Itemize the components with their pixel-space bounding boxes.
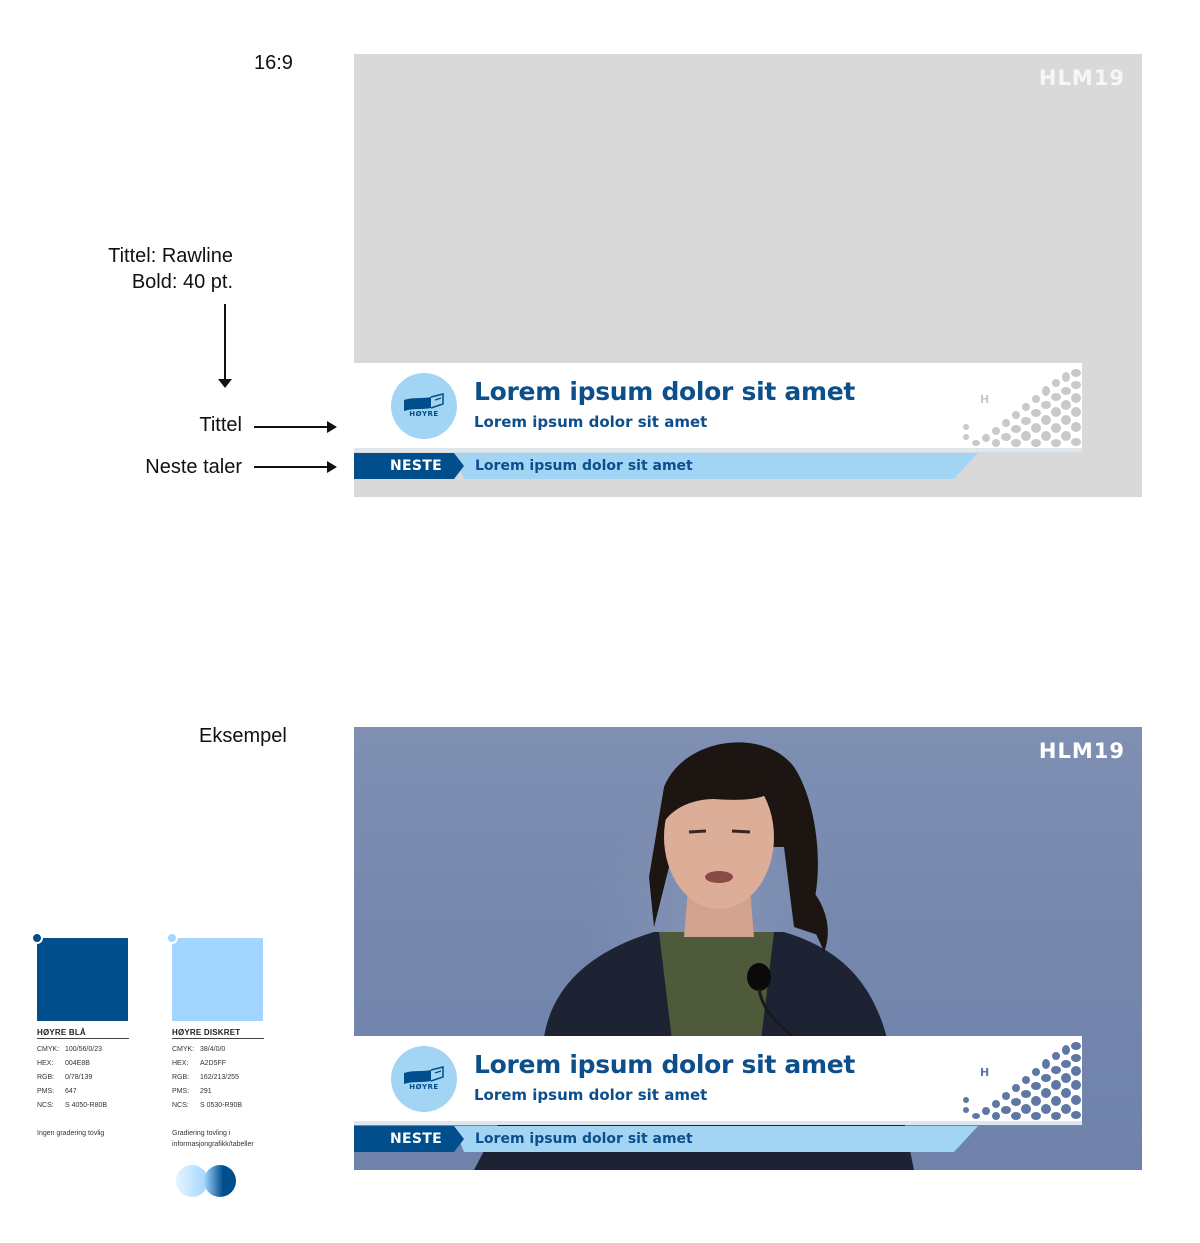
title-font-spec-line1: Tittel: Rawline [108,245,233,267]
swatch-row: CMYK: 100/56/0/23 [37,1046,102,1053]
swatch-row: HEX: 004E8B [37,1060,90,1067]
swatch-note: Ingen gradering tovlig [37,1130,105,1137]
stone-pattern-graphic [958,365,1084,447]
title-pointer-label: Tittel [199,414,242,436]
title-pointer-arrow-head [327,421,337,433]
template-frame-16-9 [354,54,1142,497]
swatch-row: HEX: A2D5FF [172,1060,227,1067]
speaker-name: Lorem ipsum dolor sit amet [474,377,856,406]
lower-third [354,363,1142,497]
next-speaker-pointer-label: Neste taler [145,456,242,478]
ratio-label: 16:9 [254,52,293,74]
swatch-name: HØYRE BLÅ [37,1028,129,1039]
swatch-hoyre-blue-color [37,938,128,1021]
swatch-note: Gradiering tovling i informasjongrafikk/tabeller [172,1130,254,1148]
next-pointer-arrow-line [254,466,328,468]
swatch-row: CMYK: 38/4/0/0 [172,1046,226,1053]
hoyre-logo [391,373,457,439]
example-frame-photo [354,727,1142,1170]
swatch-marker-icon [166,932,178,944]
lower-third-shadow-example [354,1121,1082,1125]
title-font-spec [60,243,233,295]
hlm19-watermark: HLM19 [1038,66,1125,90]
hoyre-logo-text: HØYRE [409,410,439,418]
title-pointer-arrow-line [254,426,328,428]
hoyre-logo-example [391,1046,457,1112]
example-label: Eksempel [199,725,287,747]
lower-third-example [354,1036,1142,1170]
speaker-title-example: Lorem ipsum dolor sit amet [474,1086,708,1104]
pattern-letter: H [980,393,990,406]
swatch-row: PMS: 291 [172,1088,212,1095]
swatch-row: RGB: 162/213/255 [172,1074,239,1081]
swatch-row: NCS: S 0530-R90B [172,1102,243,1109]
title-spec-arrow-head [218,379,232,388]
speaker-title: Lorem ipsum dolor sit amet [474,413,708,431]
title-spec-arrow-line [224,304,226,380]
speaker-name-example: Lorem ipsum dolor sit amet [474,1050,856,1079]
next-label-example: NESTE [390,1131,442,1147]
gradient-sample-dark [204,1165,236,1197]
hoyre-flag-icon [391,373,457,439]
lower-third-shadow [354,448,1082,452]
next-speaker-name-example: Lorem ipsum dolor sit amet [475,1131,693,1147]
title-font-spec-line2: Bold: 40 pt. [131,271,233,293]
swatch-row: NCS: S 4050-R80B [37,1102,108,1109]
stone-pattern-graphic-example [958,1038,1084,1120]
hoyre-logo-text-example: HØYRE [409,1083,439,1091]
next-speaker-name: Lorem ipsum dolor sit amet [475,458,693,474]
swatch-hoyre-discreet-color [172,938,263,1021]
swatch-row: RGB: 0/78/139 [37,1074,93,1081]
next-pointer-arrow-head [327,461,337,473]
swatch-marker-icon [31,932,43,944]
hlm19-watermark-example: HLM19 [1038,739,1125,763]
next-label: NESTE [390,458,442,474]
swatch-name: HØYRE DISKRET [172,1028,264,1039]
swatch-row: PMS: 647 [37,1088,77,1095]
pattern-letter-example: H [980,1066,990,1079]
hoyre-flag-icon [391,1046,457,1112]
